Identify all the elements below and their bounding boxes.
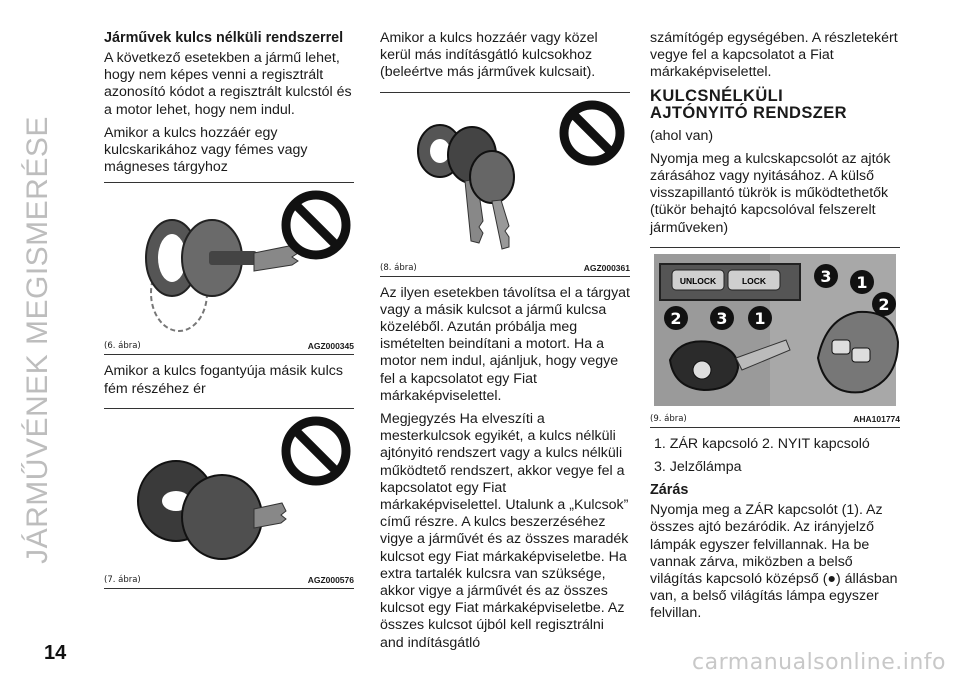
figure-9 (650, 247, 900, 428)
svg-text:1: 1 (856, 272, 868, 292)
paragraph: Megjegyzés Ha elveszíti a mesterkulcsok egyikét, a kulcs nélküli ajtónyitó rendszert vagy a kulcs nélküli működtető rendszert, akkor vegye fel a kapcsolatot egy Fiat márkaképviselettel. Utalunk a „Kulcsok” című részre. A kulcs beszerzéséhez vigye a járművét és az összes maradék kulcsot egy Fiat márkaképviseletbe. Ha extra tartalék kulcsra van szüksége, akkor vigye a járművét és az összes kulcsot egy Fiat márkaképviseletbe. Az összes kulcsot újból kell regisztrálni and indításgátló (380, 411, 629, 651)
heading-line: AJTÓNYITÓ RENDSZER (650, 103, 847, 122)
column-1 (104, 30, 354, 597)
figure-8 (380, 92, 630, 277)
figure-label: (7. ábra) (104, 574, 141, 585)
prohibited-icon (286, 195, 346, 255)
list-item: 1. ZÁR kapcsoló 2. NYIT kapcsoló (654, 435, 870, 452)
section-heading (650, 88, 900, 122)
callout-3-icon (710, 306, 734, 330)
figure-6 (104, 182, 354, 355)
prohibited-icon (286, 421, 346, 481)
paragraph: számítógép egységében. A részletekért vegye fel a kapcsolatot a Fiat márkaképviselettel. (650, 30, 898, 81)
figure-label: (8. ábra) (380, 262, 417, 273)
figure-label: (9. ábra) (650, 413, 687, 424)
list-item: 3. Jelzőlámpa (654, 459, 742, 476)
prohibited-icon (564, 105, 620, 161)
paragraph: A következő esetekben a jármű lehet, hogy nem képes venni a regisztrált azonosító kódot a regisztrált kulcstól és a motor lehet, hogy nem indul. (104, 50, 352, 118)
figure-code: AGZ000361 (583, 262, 630, 273)
section-side-title: JÁRMŰVÉNEK MEGISMERÉSE (21, 116, 54, 564)
keys-near-keys-illustration (380, 93, 630, 261)
figure-label: (6. ábra) (104, 341, 141, 352)
paragraph: Az ilyen esetekben távolítsa el a tárgyat vagy a másik kulcsot a jármű kulcsa közeléből. Azután próbálja meg ismételten beindítani a motort. Ha a motor nem indul, ajánljuk, hogy vegye fel a kapcsolatot egy Fiat márkaképviselettel. (380, 284, 630, 404)
callout-1-icon (748, 306, 772, 330)
column-3 (650, 30, 900, 629)
paragraph: Nyomja meg a kulcskapcsolót az ajtók zárásához vagy nyitásához. A külső visszapillantó tükrök is működtethetők (tükör behajtó kapcsolóval felszerelt járműveken) (650, 150, 891, 236)
unlock-button-label: UNLOCK (679, 275, 717, 286)
paragraph: Amikor a kulcs hozzáér vagy közel kerül más indításgátló kulcsokhoz (beleértve más járművek kulcsait). (380, 30, 598, 81)
heading-line: KULCSNÉLKÜLI (650, 86, 784, 105)
watermark: carmanualsonline.info (692, 650, 946, 675)
figure-code: AGZ000576 (307, 574, 354, 585)
column-2 (380, 30, 630, 658)
figure-7 (104, 408, 354, 589)
two-keys-illustration (104, 409, 354, 573)
callout-2-icon (872, 292, 896, 316)
callout-1-icon (850, 270, 874, 294)
paragraph: Amikor a kulcs hozzáér egy kulcskarikához vagy fémes vagy mágneses tárgyhoz (104, 124, 308, 176)
key-ring-illustration (104, 183, 354, 339)
callout-2-icon (664, 306, 688, 330)
svg-text:3: 3 (820, 266, 832, 286)
figure-code: AGZ000345 (307, 341, 354, 352)
subheading: Zárás (650, 482, 689, 499)
section-heading: Járművek kulcs nélküli rendszerrel (104, 30, 344, 46)
remote-key-illustration (650, 248, 900, 412)
svg-text:2: 2 (878, 294, 890, 314)
paragraph: Amikor a kulcs fogantyúja másik kulcs fém részéhez ér (104, 363, 343, 397)
lock-button-label: LOCK (741, 275, 767, 286)
svg-text:1: 1 (754, 308, 766, 328)
page-number: 14 (44, 642, 67, 664)
paragraph: (ahol van) (650, 127, 714, 144)
callout-3-icon (814, 264, 838, 288)
svg-text:2: 2 (670, 308, 682, 328)
figure-code: AHA101774 (853, 413, 900, 424)
paragraph: Nyomja meg a ZÁR kapcsolót (1). Az összes ajtó bezáródik. Az irányjelző lámpák egyszer felvillannak. Ha be vannak zárva, miközben a belső világítás kapcsoló középső (●) állásban van, a belső világítás lámpa egyszer felvillan. (650, 502, 898, 622)
svg-text:3: 3 (716, 308, 728, 328)
